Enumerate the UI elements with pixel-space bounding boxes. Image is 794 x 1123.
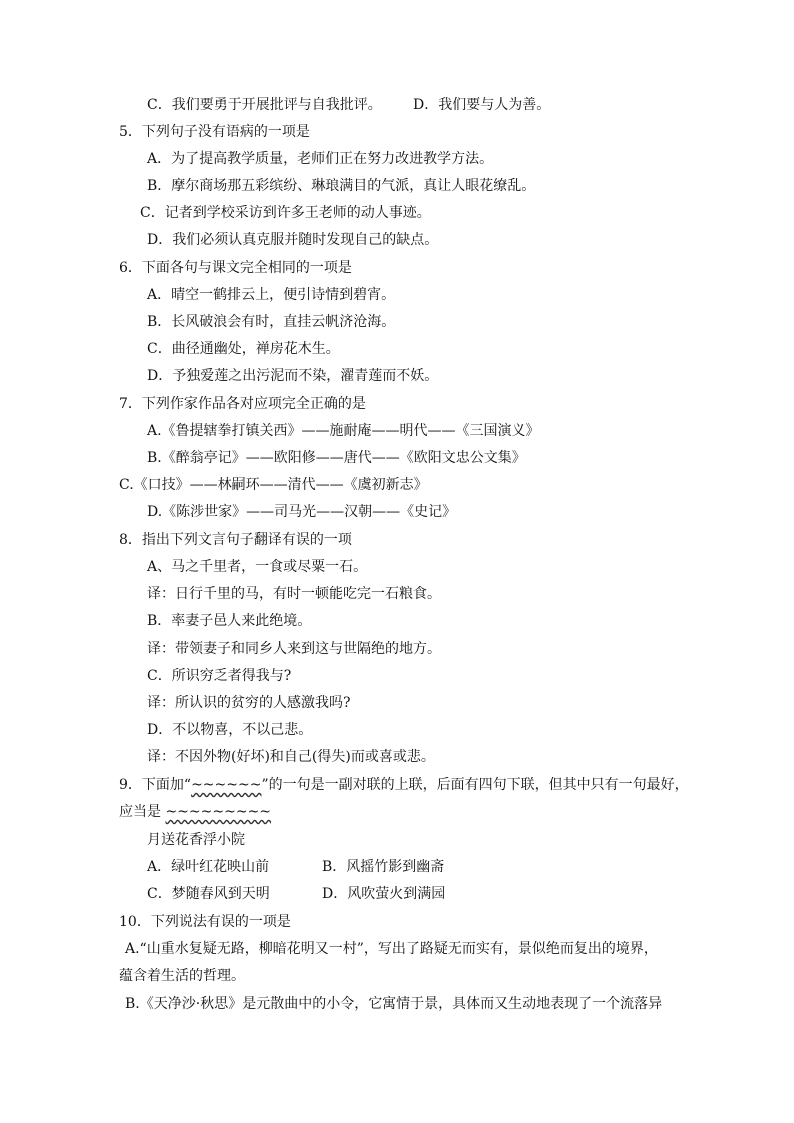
q8-option-d-translation: 译：不因外物(好坏)和自己(得失)而或喜或悲。 bbox=[147, 749, 435, 765]
q7-option-c: C.《口技》——林嗣环——清代——《虞初新志》 bbox=[119, 477, 428, 493]
q9-stem-line2 bbox=[119, 803, 271, 821]
q8-stem: 8．指出下列文言句子翻译有误的一项 bbox=[119, 532, 352, 548]
q8-option-a-translation: 译：日行千里的马，有时一顿能吃完一石粮食。 bbox=[147, 586, 441, 602]
q6-option-b: B．长风破浪会有时，直挂云帆济沧海。 bbox=[147, 314, 396, 330]
q9-stem-line1 bbox=[119, 776, 689, 794]
q5-stem: 5．下列句子没有语病的一项是 bbox=[119, 124, 310, 140]
q5-option-a: A．为了提高教学质量，老师们正在努力改进教学方法。 bbox=[147, 151, 494, 167]
wavy-mark-2: ~~~~~~~~~ bbox=[165, 804, 272, 820]
q9-option-c: C．梦随春风到天明 bbox=[147, 886, 270, 902]
q10-stem: 10．下列说法有误的一项是 bbox=[119, 914, 291, 930]
q9-option-d: D．风吹萤火到满园 bbox=[322, 886, 446, 902]
q5-option-d: D．我们必须认真克服并随时发现自己的缺点。 bbox=[147, 232, 439, 248]
q4-option-c: C．我们要勇于开展批评与自我批评。 bbox=[147, 97, 382, 113]
q8-option-b-translation: 译：带领妻子和同乡人来到这与世隔绝的地方。 bbox=[147, 641, 441, 657]
q8-option-c: C．所识穷乏者得我与? bbox=[147, 668, 292, 684]
q4-option-d: D．我们要与人为善。 bbox=[413, 97, 551, 113]
q6-stem: 6．下面各句与课文完全相同的一项是 bbox=[119, 260, 352, 276]
q8-option-d: D．不以物喜，不以己悲。 bbox=[147, 722, 313, 738]
q10-option-a-line1: A.“山重水复疑无路，柳暗花明又一村”，写出了路疑无而实有，景似绝而复出的境界， bbox=[125, 941, 658, 957]
q7-option-b: B.《醉翁亭记》——欧阳修——唐代——《欧阳文忠公文集》 bbox=[147, 450, 526, 466]
q6-option-d: D．予独爱莲之出污泥而不染，濯青莲而不妖。 bbox=[147, 368, 439, 384]
q9-stem-part1: 9．下面加“ bbox=[119, 777, 192, 793]
q10-option-b-line1: B.《天净沙·秋思》是元散曲中的小令，它寓情于景，具体而又生动地表现了一个流落异 bbox=[125, 996, 663, 1012]
q8-option-a: A、马之千里者，一食或尽粟一石。 bbox=[147, 559, 368, 575]
q9-option-a: A．绿叶红花映山前 bbox=[147, 859, 270, 875]
q8-option-b: B．率妻子邑人来此绝境。 bbox=[147, 613, 312, 629]
wavy-mark: ~~~~~~ bbox=[191, 777, 262, 793]
q9-stem-part2: ”的一句是一副对联的上联，后面有四句下联，但其中只有一句最好， bbox=[261, 777, 689, 793]
q9-couplet-upper: 月送花香浮小院 bbox=[147, 832, 245, 848]
q5-option-c: C．记者到学校采访到许多王老师的动人事迹。 bbox=[140, 205, 431, 221]
q5-option-b: B．摩尔商场那五彩缤纷、琳琅满目的气派，真让人眼花缭乱。 bbox=[147, 178, 536, 194]
q7-option-a: A.《鲁提辖拳打镇关西》——施耐庵——明代——《三国演义》 bbox=[147, 423, 540, 439]
q10-option-a-line2: 蕴含着生活的哲理。 bbox=[119, 968, 245, 984]
q6-option-a: A．晴空一鹤排云上，便引诗情到碧宵。 bbox=[147, 287, 396, 303]
q7-stem: 7．下列作家作品各对应项完全正确的是 bbox=[119, 396, 366, 412]
q9-option-b: B．风摇竹影到幽斋 bbox=[322, 859, 445, 875]
q6-option-c: C．曲径通幽处，禅房花木生。 bbox=[147, 341, 340, 357]
q7-option-d: D.《陈涉世家》——司马光——汉朝——《史记》 bbox=[147, 504, 457, 520]
q9-stem-part3: 应当是 bbox=[119, 804, 161, 820]
q8-option-c-translation: 译：所认识的贫穷的人感激我吗? bbox=[147, 695, 351, 711]
